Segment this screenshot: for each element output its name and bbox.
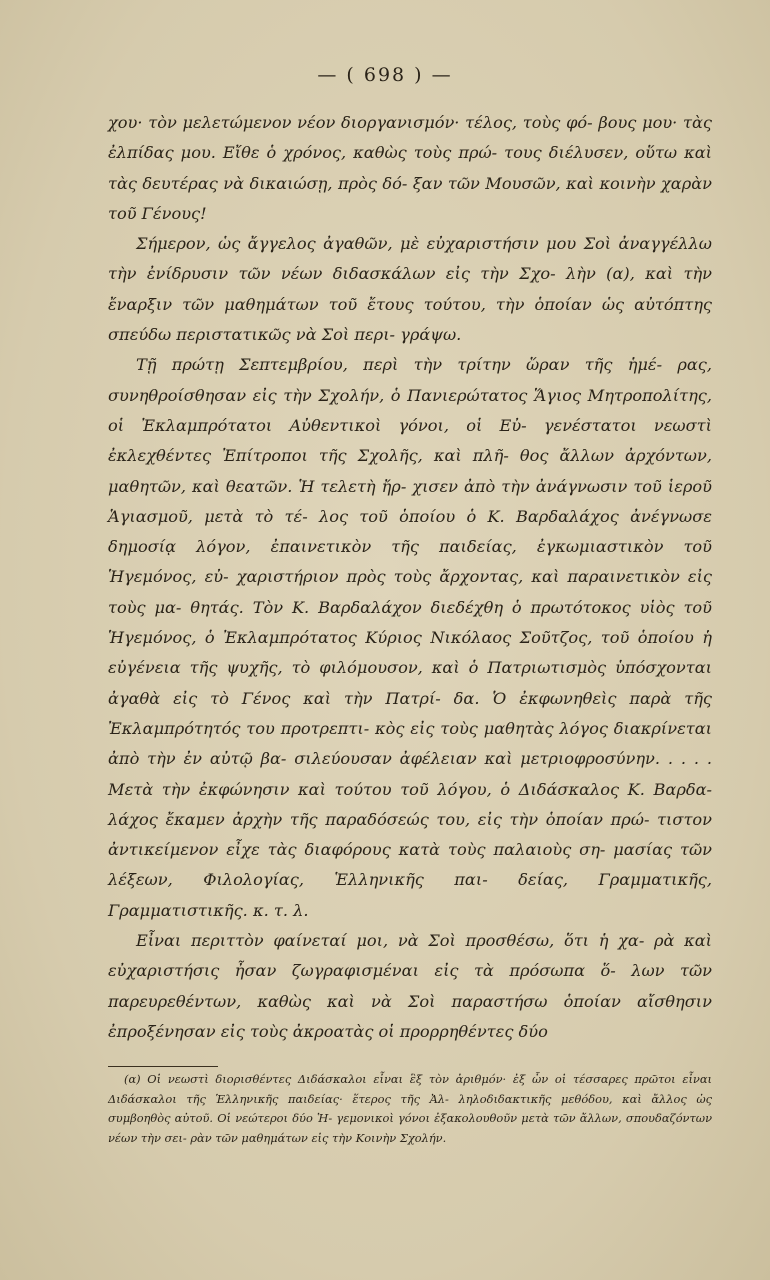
paragraph-1: χου· τὸν μελετώμενον νέον διοργανισμόν· τέλος, τοὺς φό- βους μου· τὰς ἐλπίδας μου. Εἴθε ὁ χρόνος, καθὼς τοὺς πρώ- τους διέλυσεν, οὕτω καὶ τὰς δευτέρας νὰ δικαιώσῃ, πρὸς δό- ξαν τῶν Μουσῶν, καὶ κοινὴν χαρὰν τοῦ Γένους!: [108, 113, 712, 223]
paragraph-4: Εἶναι περιττὸν φαίνεταί μοι, νὰ Σοὶ προσθέσω, ὅτι ἡ χα- ρὰ καὶ εὐχαριστήσις ἦσαν ζωγραφισμέναι εἰς τὰ πρόσωπα ὅ- λων τῶν παρευρεθέντων, καθὼς καὶ νὰ Σοὶ παραστήσω ὁποίαν αἴσθησιν ἐπροξένησαν εἰς τοὺς ἀκροατὰς οἱ προρρηθέντες δύο: [108, 931, 712, 1041]
footnote: [108, 1070, 712, 1148]
footnote-divider: [108, 1066, 218, 1067]
paragraph-2: Σήμερον, ὡς ἄγγελος ἀγαθῶν, μὲ εὐχαριστήσιν μου Σοὶ ἀναγγέλλω τὴν ἐνίδρυσιν τῶν νέων διδασκάλων εἰς τὴν Σχο- λὴν (α), καὶ τὴν ἔναρξιν τῶν μαθημάτων τοῦ ἔτους τούτου, τὴν ὁποίαν ὡς αὐτόπτης σπεύδω περιστατικῶς νὰ Σοὶ περι- γράψω.: [108, 234, 712, 345]
main-text: [108, 108, 712, 1047]
footnote-text: (α) Οἱ νεωστὶ διορισθέντες Διδάσκαλοι εἶναι ἓξ τὸν ἀριθμόν· ἐξ ὧν οἱ τέσσαρες πρῶτοι εἶναι Διδάσκαλοι τῆς Ἑλληνικῆς παιδείας· ἕτερος τῆς Ἀλ- ληλοδιδακτικῆς μεθόδου, καὶ ἄλλος ὡς συμβοηθὸς αὐτοῦ. Οἱ νεώτεροι δύο Ἡ- γεμονικοὶ γόνοι ἐξακολουθοῦν μετὰ τῶν ἄλλων, σπουδαζόντων νέων τὴν σει- ρὰν τῶν μαθημάτων εἰς τὴν Κοινὴν Σχολήν.: [108, 1072, 712, 1145]
paragraph-3: Τῇ πρώτῃ Σεπτεμβρίου, περὶ τὴν τρίτην ὥραν τῆς ἡμέ- ρας, συνηθροίσθησαν εἰς τὴν Σχολήν, ὁ Πανιερώτατος Ἅγιος Μητροπολίτης, οἱ Ἐκλαμπρότατοι Αὐθεντικοὶ γόνοι, οἱ Εὐ- γενέστατοι νεωστὶ ἐκλεχθέντες Ἐπίτροποι τῆς Σχολῆς, καὶ πλῆ- θος ἄλλων ἀρχόντων, μαθητῶν, καὶ θεατῶν. Ἡ τελετὴ ἤρ- χισεν ἀπὸ τὴν ἀνάγνωσιν τοῦ ἱεροῦ Ἁγιασμοῦ, μετὰ τὸ τέ- λος τοῦ ὁποίου ὁ Κ. Βαρδαλάχος ἀνέγνωσε δημοσίᾳ λόγον, ἐπαινετικὸν τῆς παιδείας, ἐγκωμιαστικὸν τοῦ Ἡγεμόνος, εὐ- χαριστήριον πρὸς τοὺς ἄρχοντας, καὶ παραινετικὸν εἰς τοὺς μα- θητάς. Τὸν Κ. Βαρδαλάχον διεδέχθη ὁ πρωτότοκος υἱὸς τοῦ Ἡγεμόνος, ὁ Ἐκλαμπρότατος Κύριος Νικόλαος Σοῦτζος, τοῦ ὁποίου ἡ εὐγένεια τῆς ψυχῆς, τὸ φιλόμουσον, καὶ ὁ Πατριωτισμὸς ὑπόσχονται ἀγαθὰ εἰς τὸ Γένος καὶ τὴν Πατρί- δα. Ὁ ἐκφωνηθεὶς παρὰ τῆς Ἐκλαμπρότητός του προτρεπτι- κὸς εἰς τοὺς μαθητὰς λόγος διακρίνεται ἀπὸ τὴν ἐν αὐτῷ βα- σιλεύουσαν ἀφέλειαν καὶ μετριοφροσύνην. . . . . Μετὰ τὴν ἐκφώνησιν καὶ τούτου τοῦ λόγου, ὁ Διδάσκαλος Κ. Βαρδα- λάχος ἔκαμεν ἀρχὴν τῆς παραδόσεώς του, εἰς τὴν ὁποίαν πρώ- τιστον ἀντικείμενον εἶχε τὰς διαφόρους κατὰ τοὺς παλαιοὺς ση- μασίας τῶν λέξεων, Φιλολογίας, Ἑλληνικῆς παι- δείας, Γραμματικῆς, Γραμματιστικῆς. κ. τ. λ.: [108, 355, 712, 920]
page-number-header: — ( 698 ) —: [317, 64, 453, 86]
